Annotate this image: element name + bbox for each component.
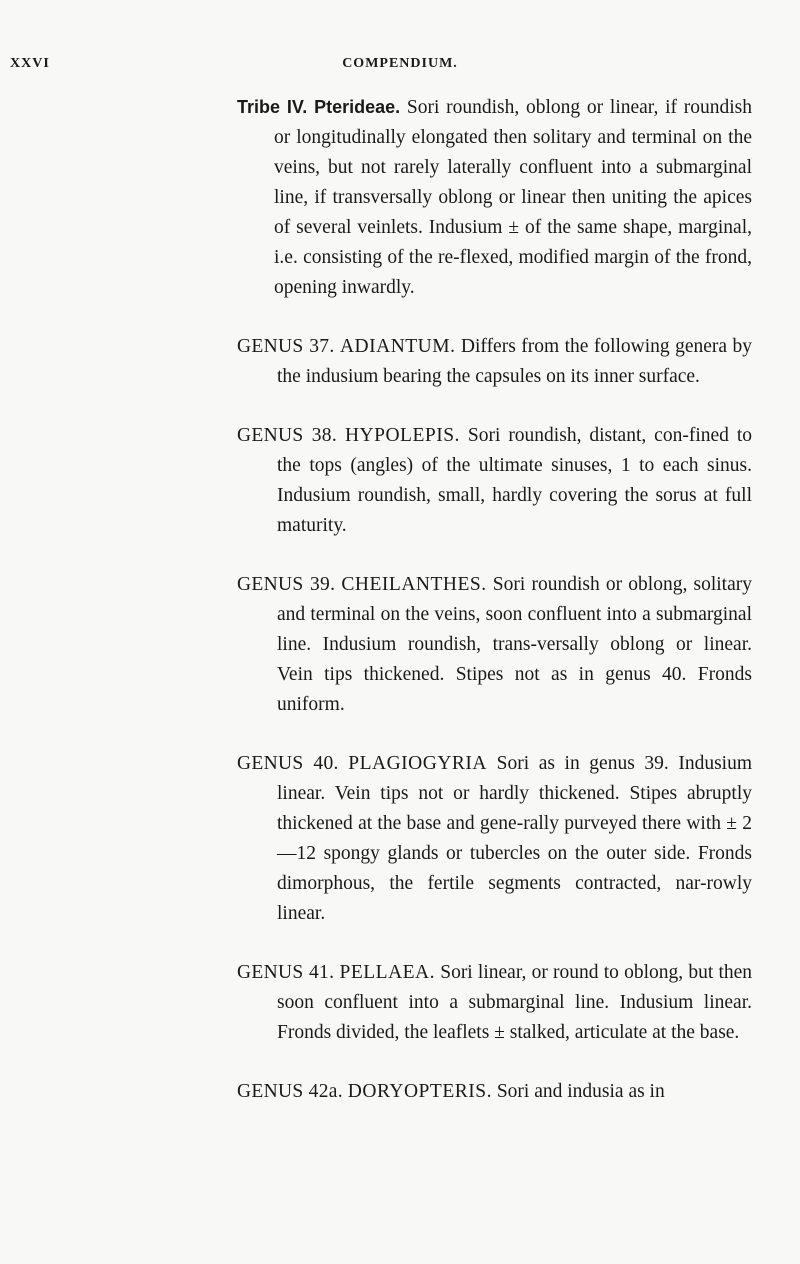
genus-paragraph: [237, 570, 752, 720]
genus-paragraph: [237, 958, 752, 1048]
genus-number: GENUS 42a.: [237, 1081, 343, 1102]
genus-paragraph: [237, 332, 752, 392]
running-title: COMPENDIUM.: [342, 56, 458, 71]
genus-paragraph: [237, 1077, 752, 1107]
genus-number: GENUS 40.: [237, 753, 339, 774]
genus-paragraph: [237, 749, 752, 929]
running-head: [0, 52, 800, 76]
genus-number: GENUS 38.: [237, 425, 338, 446]
genus-paragraph: [237, 421, 752, 541]
genus-description: Sori and indusia as in: [496, 1081, 665, 1102]
genus-name: CHEILANTHES.: [341, 574, 487, 595]
genus-name: DORYOPTERIS.: [347, 1081, 492, 1102]
genus-number: GENUS 41.: [237, 962, 335, 983]
genus-name: HYPOLEPIS.: [344, 425, 460, 446]
genus-description: Sori as in genus 39. Indusium linear. Vein tips not or hardly thickened. Stipes abruptly thickened at the base and gene-rally purveyed there with ± 2—12 spongy glands or tubercles on the outer side. Fronds dimorphous, the fertile segments contracted, nar-rowly linear.: [277, 753, 753, 924]
genus-description: Sori linear, or round to oblong, but then soon confluent into a submarginal line. Indusium linear. Fronds divided, the leaflets ± stalked, articulate at the base.: [277, 962, 753, 1043]
tribe-description: Sori roundish, oblong or linear, if roundish or longitudinally elongated then solitary and terminal on the veins, but not rarely laterally confluent into a submarginal line, if transversally oblong or linear then uniting the apices of several veinlets. Indusium ± of the same shape, marginal, i.e. consisting of the re-flexed, modified margin of the frond, opening inwardly.: [274, 97, 753, 298]
page-number: XXVI: [10, 56, 50, 71]
genus-name: ADIANTUM.: [339, 336, 456, 357]
genus-description: Sori roundish or oblong, solitary and terminal on the veins, soon confluent into a submarginal line. Indusium roundish, trans-versally oblong or linear. Vein tips thickened. Stipes not as in genus 40. Fronds uniform.: [277, 574, 752, 715]
genus-number: GENUS 39.: [237, 574, 336, 595]
genus-name: PLAGIOGYRIA: [348, 753, 488, 774]
genus-description: Differs from the following genera by the indusium bearing the capsules on its inner surface.: [277, 336, 752, 387]
tribe-heading: Tribe IV. Pterideae.: [237, 97, 401, 117]
genus-number: GENUS 37.: [237, 336, 335, 357]
body-text: [237, 92, 752, 1136]
genus-description: Sori roundish, distant, con-fined to the tops (angles) of the ultimate sinuses, 1 to each sinus. Indusium roundish, small, hardly covering the sorus at full maturity.: [277, 425, 753, 536]
genus-name: PELLAEA.: [339, 962, 436, 983]
tribe-paragraph: [237, 92, 752, 303]
